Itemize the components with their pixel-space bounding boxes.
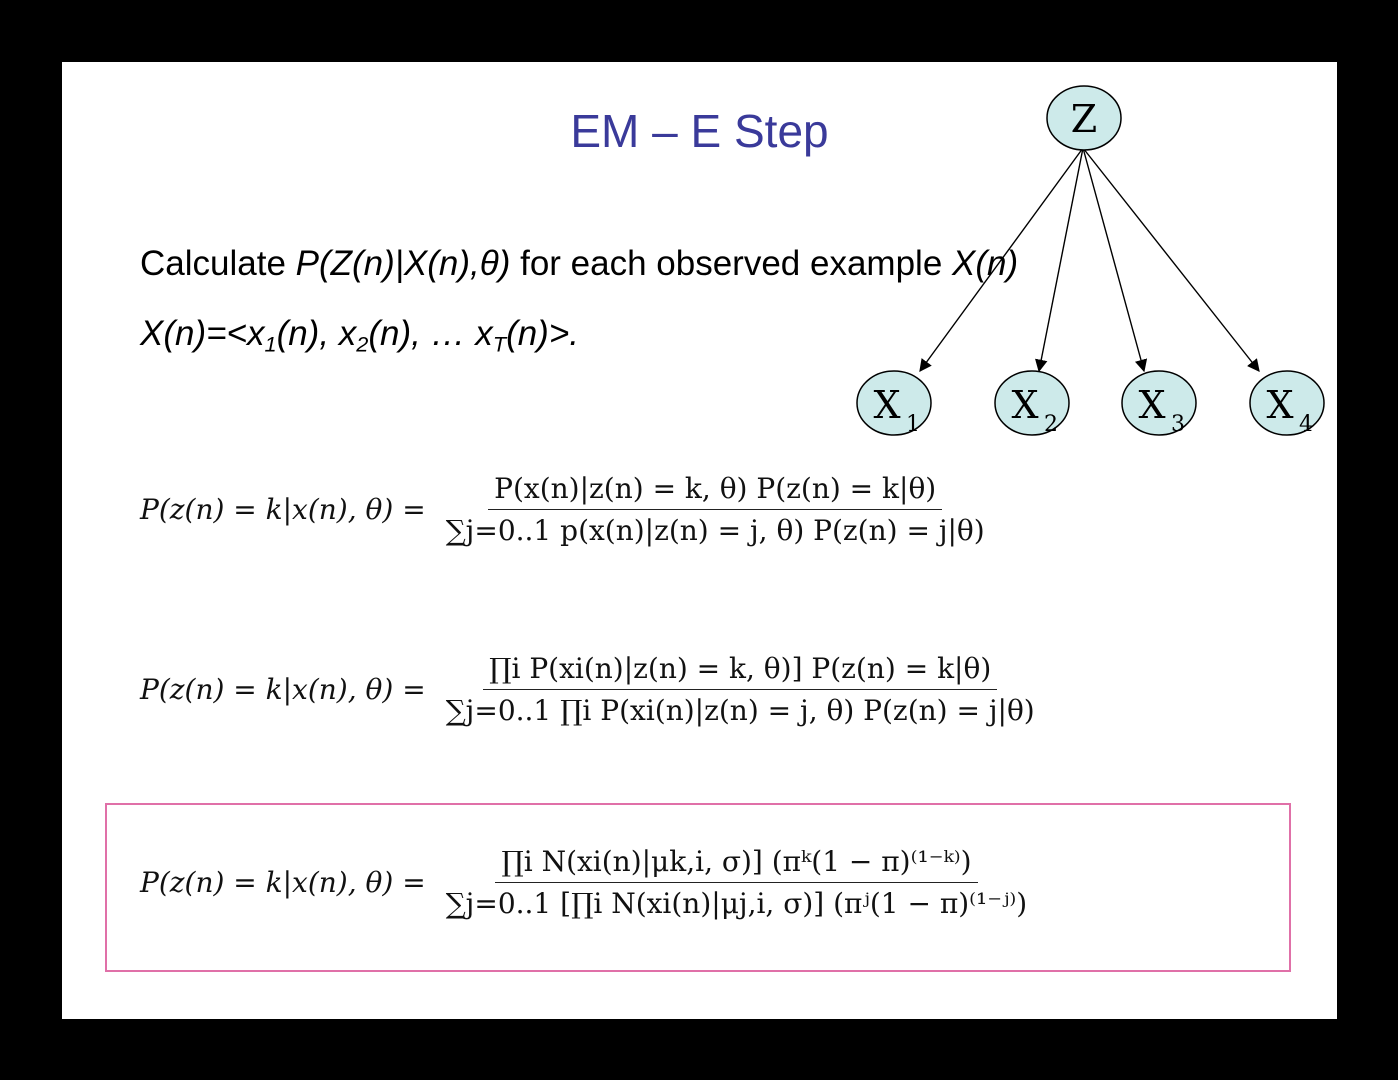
eq1-denominator: ∑j=0..1 p(x(n)|z(n) = j, θ) P(z(n) = j|θ)	[445, 514, 985, 547]
equation-3	[140, 845, 1033, 920]
eq2-denominator: ∑j=0..1 ∏i P(xi(n)|z(n) = j, θ) P(z(n) = j|θ)	[445, 694, 1035, 727]
line1-variable: X(n)	[952, 244, 1019, 283]
eq2-numerator: ∏i P(xi(n)|z(n) = k, θ)] P(z(n) = k|θ)	[483, 652, 997, 690]
line1-middle: for each observed example	[510, 244, 953, 283]
node-x1-label: X	[873, 383, 901, 427]
node-x3-subscript: 3	[1171, 412, 1185, 437]
slide-title: EM – E Step	[570, 105, 829, 157]
line2-part-2: (n), … x	[368, 314, 493, 353]
line2-sub-2: 2	[356, 331, 369, 357]
eq1-numerator: P(x(n)|z(n) = k, θ) P(z(n) = k|θ)	[488, 472, 942, 510]
edge-z-x1	[920, 148, 1083, 371]
node-z-label: Z	[1070, 97, 1098, 141]
eq3-numerator: ∏i N(xi(n)|μk,i, σ)] (πᵏ(1 − π)⁽¹⁻ᵏ⁾)	[495, 845, 977, 883]
eq1-lhs: P(z(n) = k|x(n), θ) =	[140, 493, 426, 526]
line2-part-3: (n)>.	[506, 314, 580, 353]
line2-part-1: (n), x	[276, 314, 357, 353]
eq2-fraction	[440, 652, 1041, 727]
eq3-denominator: ∑j=0..1 [∏i N(xi(n)|μj,i, σ)] (πʲ(1 − π)⁽¹⁻ʲ⁾)	[445, 887, 1028, 920]
edge-z-x3	[1083, 148, 1144, 371]
node-x2	[995, 371, 1069, 437]
line2-sub-3: T	[492, 331, 507, 357]
node-x1	[857, 371, 931, 437]
eq3-lhs: P(z(n) = k|x(n), θ) =	[140, 866, 426, 899]
edge-z-x2	[1039, 148, 1083, 371]
node-x3-label: X	[1138, 383, 1166, 427]
edge-z-x4	[1083, 148, 1259, 371]
equation-1	[140, 472, 991, 547]
node-x3	[1122, 371, 1196, 437]
line2-sub-1: 1	[264, 331, 277, 357]
line1-prefix: Calculate	[140, 244, 296, 283]
node-x4-label: X	[1266, 383, 1294, 427]
eq1-fraction	[440, 472, 991, 547]
node-x1-subscript: 1	[906, 412, 920, 437]
node-x2-subscript: 2	[1044, 412, 1058, 437]
node-x4	[1250, 371, 1324, 437]
line2-lead: X(n)=<x	[140, 314, 265, 353]
eq2-lhs: P(z(n) = k|x(n), θ) =	[140, 673, 426, 706]
node-z	[1047, 86, 1121, 150]
equation-2	[140, 652, 1041, 727]
node-x2-label: X	[1011, 383, 1039, 427]
slide	[62, 62, 1337, 1019]
node-x4-subscript: 4	[1299, 412, 1313, 437]
line1-expression: P(Z(n)|X(n),θ)	[295, 244, 511, 283]
eq3-fraction	[440, 845, 1034, 920]
